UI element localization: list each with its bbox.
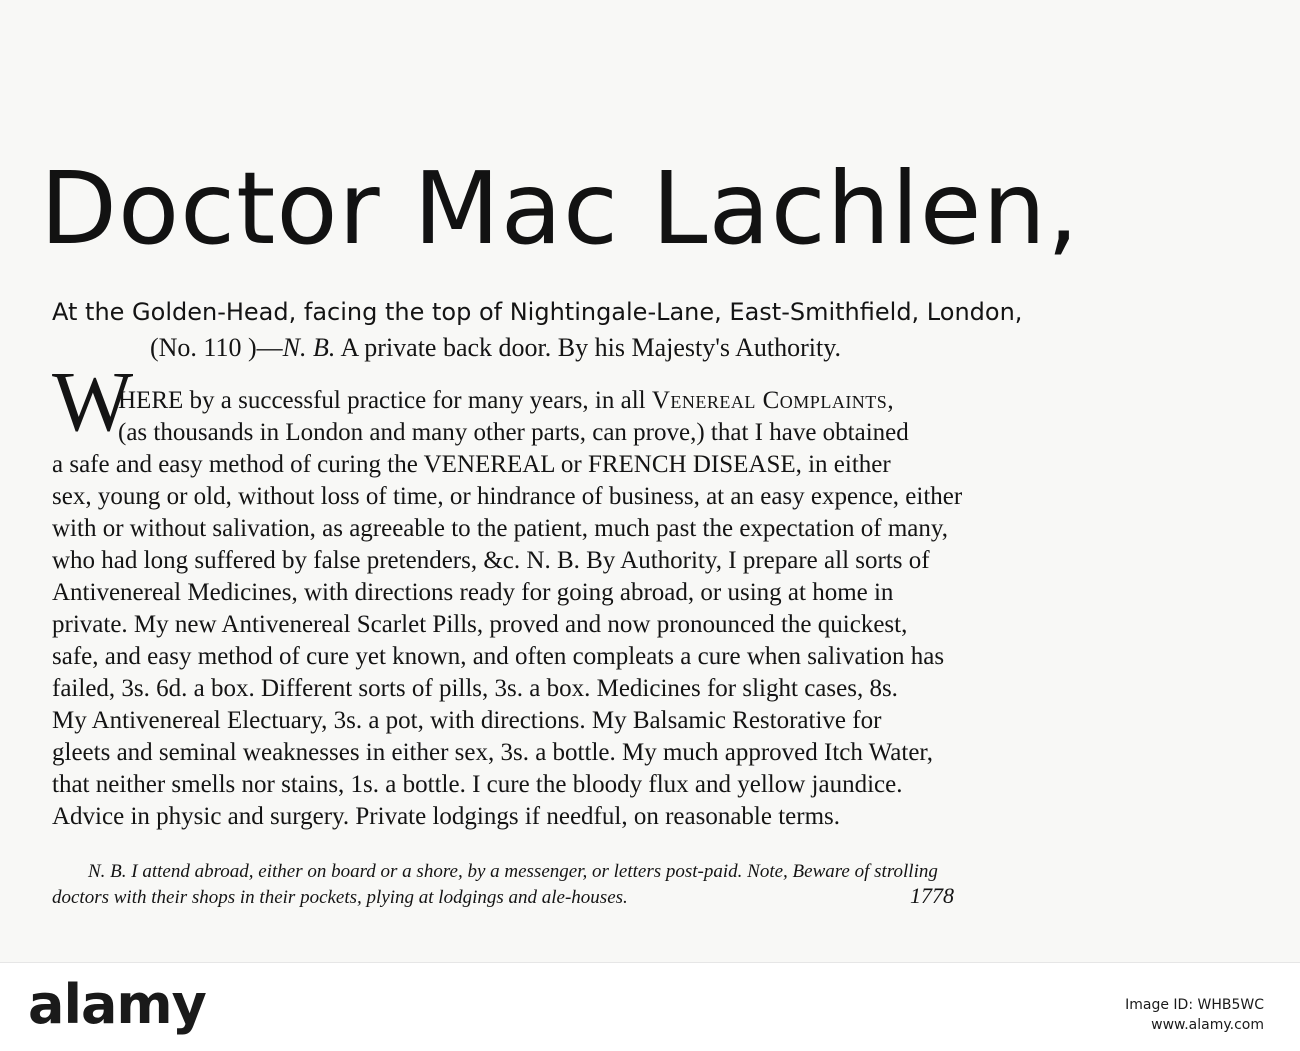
body-line-text: failed, 3s. 6d. a box. Different sorts of pills, 3s. a box. Medicines for slight cases, 8s.: [52, 675, 898, 702]
body-line-text: private. My new Antivenereal Scarlet Pills, proved and now pronounced the quickest,: [52, 611, 908, 638]
body-line-text: (as thousands in London and many other parts, can prove,) that I have obtained: [118, 419, 909, 446]
watermark-footer: [0, 962, 1300, 1051]
body-line-text: a safe and easy method of curing the VENEREAL or FRENCH DISEASE, in either: [52, 451, 891, 478]
body-line-text: Advice in physic and surgery. Private lodgings if needful, on reasonable terms.: [52, 803, 841, 830]
body-line: [52, 770, 903, 800]
body-line: [118, 418, 909, 448]
body-line: [52, 674, 898, 704]
alamy-logo: alamy: [28, 973, 206, 1036]
body-line: [52, 738, 933, 768]
body-line: [118, 386, 894, 416]
body-line: [52, 482, 962, 512]
drop-cap: W: [52, 353, 134, 449]
body-line: [52, 610, 907, 640]
body-line-text: Antivenereal Medicines, with directions ready for going abroad, or using at home in: [52, 579, 894, 606]
body-line-text: that neither smells nor stains, 1s. a bottle. I cure the bloody flux and yellow jaundice.: [52, 771, 903, 798]
subline-number: (No. 110 )—: [150, 333, 283, 362]
body-line: [52, 802, 840, 832]
body-line: [52, 514, 948, 544]
footer-divider: [0, 962, 1300, 963]
body-line: [52, 450, 891, 480]
body-line-text: HERE by a successful practice for many years, in all: [118, 387, 652, 414]
body-line-text: My Antivenereal Electuary, 3s. a pot, with directions. My Balsamic Restorative for: [52, 707, 882, 734]
body-line: [52, 642, 944, 672]
footnote-line: N. B. I attend abroad, either on board or a shore, by a messenger, or letters post-paid. Note, Beware of strolling: [88, 861, 938, 882]
year: 1778: [910, 883, 954, 908]
body-line-text: gleets and seminal weaknesses in either sex, 3s. a bottle. My much approved Itch Water,: [52, 739, 933, 766]
body-line-text: sex, young or old, without loss of time, or hindrance of business, at an easy expence, either: [52, 483, 963, 510]
address-line: At the Golden-Head, facing the top of Nightingale-Lane, East-Smithfield, London,: [52, 298, 1023, 326]
body-line: [52, 578, 893, 608]
subline-nb: N. B.: [282, 333, 336, 362]
body-line: [52, 546, 930, 576]
site-url: www.alamy.com: [1151, 1017, 1264, 1033]
document-title: Doctor Mac Lachlen,: [40, 150, 1080, 267]
body-line-small-caps: Venereal Complaints: [651, 387, 888, 414]
subline-text: A private back door. By his Majesty's Authority.: [335, 333, 842, 362]
body-line-text: with or without salivation, as agreeable to the patient, much past the expectation of many,: [52, 515, 949, 542]
body-line-text: who had long suffered by false pretenders, &c. N. B. By Authority, I prepare all sorts of: [52, 547, 930, 574]
image-id: Image ID: WHB5WC: [1125, 997, 1264, 1013]
footnote-line: doctors with their shops in their pockets, plying at lodgings and ale-houses.: [52, 887, 628, 908]
body-line: [52, 706, 881, 736]
body-line-text: safe, and easy method of cure yet known, and often compleats a cure when salivation has: [52, 643, 945, 670]
body-line-suffix: ,: [887, 387, 894, 414]
subline: [150, 332, 1250, 364]
